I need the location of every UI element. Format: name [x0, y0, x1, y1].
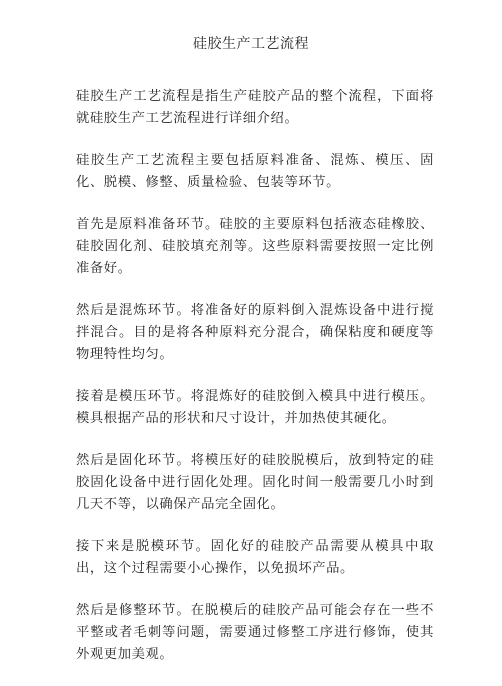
- paragraph-intro: 硅胶生产工艺流程是指生产硅胶产品的整个流程，下面将就硅胶生产工艺流程进行详细介绍。: [76, 89, 434, 126]
- document-title: 硅胶生产工艺流程: [193, 36, 309, 52]
- paragraph-raw-material: 首先是原料准备环节。硅胶的主要原料包括液态硅橡胶、硅胶固化剂、硅胶填充剂等。这些原料需要按照一定比例准备好。: [76, 217, 434, 276]
- document-body: [76, 86, 434, 686]
- paragraph-mixing: 然后是混炼环节。将准备好的原料倒入混炼设备中进行搅拌混合。目的是将各种原料充分混合，确保粘度和硬度等物理特性均匀。: [76, 303, 434, 362]
- paragraph-molding: 接着是模压环节。将混炼好的硅胶倒入模具中进行模压。模具根据产品的形状和尺寸设计，并加热使其硬化。: [76, 389, 434, 426]
- paragraph-overview: 硅胶生产工艺流程主要包括原料准备、混炼、模压、固化、脱模、修整、质量检验、包装等环节。: [76, 153, 434, 190]
- paragraph-demolding: 接下来是脱模环节。固化好的硅胶产品需要从模具中取出，这个过程需要小心操作，以免损坏产品。: [76, 539, 434, 576]
- paragraph-trimming: 然后是修整环节。在脱模后的硅胶产品可能会存在一些不平整或者毛刺等问题，需要通过修整工序进行修饰，使其外观更加美观。: [76, 603, 434, 662]
- paragraph-curing: 然后是固化环节。将模压好的硅胶脱模后，放到特定的硅胶固化设备中进行固化处理。固化时间一般需要几小时到几天不等，以确保产品完全固化。: [76, 453, 434, 512]
